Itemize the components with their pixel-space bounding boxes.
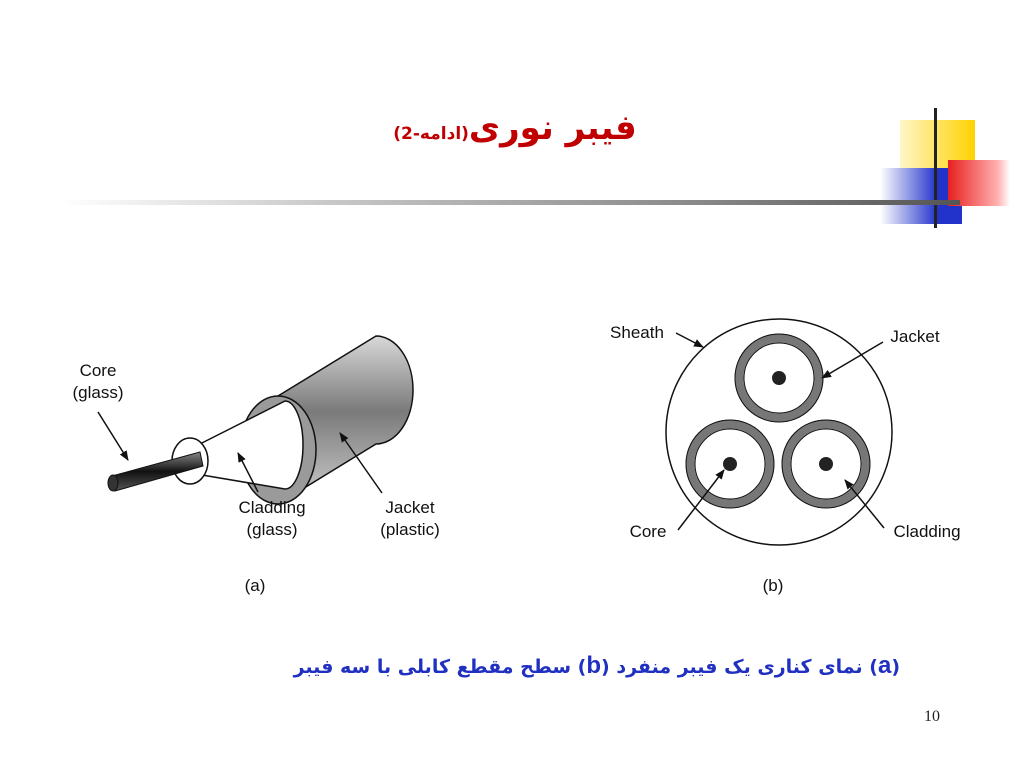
- core-label-line1: Core: [79, 361, 117, 380]
- panel-a-label: (a): [244, 576, 266, 595]
- caption-b-paren-open: (: [601, 656, 610, 678]
- title-suffix: (ادامه-2): [393, 124, 469, 144]
- cladding-label-line1: Cladding: [238, 498, 306, 517]
- caption-b-marker: b: [586, 652, 602, 679]
- jacket-b-label: Jacket: [890, 327, 940, 346]
- jacket-label-line1: Jacket: [385, 498, 435, 517]
- fiber-right-core: [819, 457, 833, 471]
- sheath-arrow: [676, 333, 703, 347]
- panel-b-label: (b): [762, 576, 784, 595]
- figure-caption: [240, 652, 900, 680]
- title-main: فیبر نوری: [468, 108, 637, 148]
- caption-a-marker: a: [877, 652, 892, 679]
- caption-a-text: نمای کناری یک فیبر منفرد: [616, 656, 863, 678]
- figure-b-cross-section: [666, 319, 892, 545]
- core-label-line2: (glass): [72, 383, 124, 402]
- caption-b-text: سطح مقطع کابلی با سه فیبر: [293, 656, 572, 678]
- caption-a-paren-open: (: [891, 656, 900, 678]
- cladding-body: [190, 401, 303, 489]
- core-label: [56, 360, 140, 404]
- core-end-face: [108, 475, 118, 491]
- page-number: 10: [924, 708, 940, 725]
- caption-a-paren-close: ): [869, 656, 878, 678]
- fiber-left-core: [723, 457, 737, 471]
- core-arrow: [98, 412, 128, 460]
- core-b-label: Core: [629, 522, 667, 541]
- cladding-label-line2: (glass): [246, 520, 298, 539]
- jacket-label-line2: (plastic): [380, 520, 440, 539]
- caption-b-paren-close: ): [577, 656, 587, 678]
- sheath-label: Sheath: [610, 323, 664, 342]
- fiber-top-core: [772, 371, 786, 385]
- cladding-b-label: Cladding: [893, 522, 961, 541]
- figure-a-side-view: [98, 336, 413, 504]
- jacket-label: [360, 497, 460, 541]
- cladding-label: [222, 497, 322, 541]
